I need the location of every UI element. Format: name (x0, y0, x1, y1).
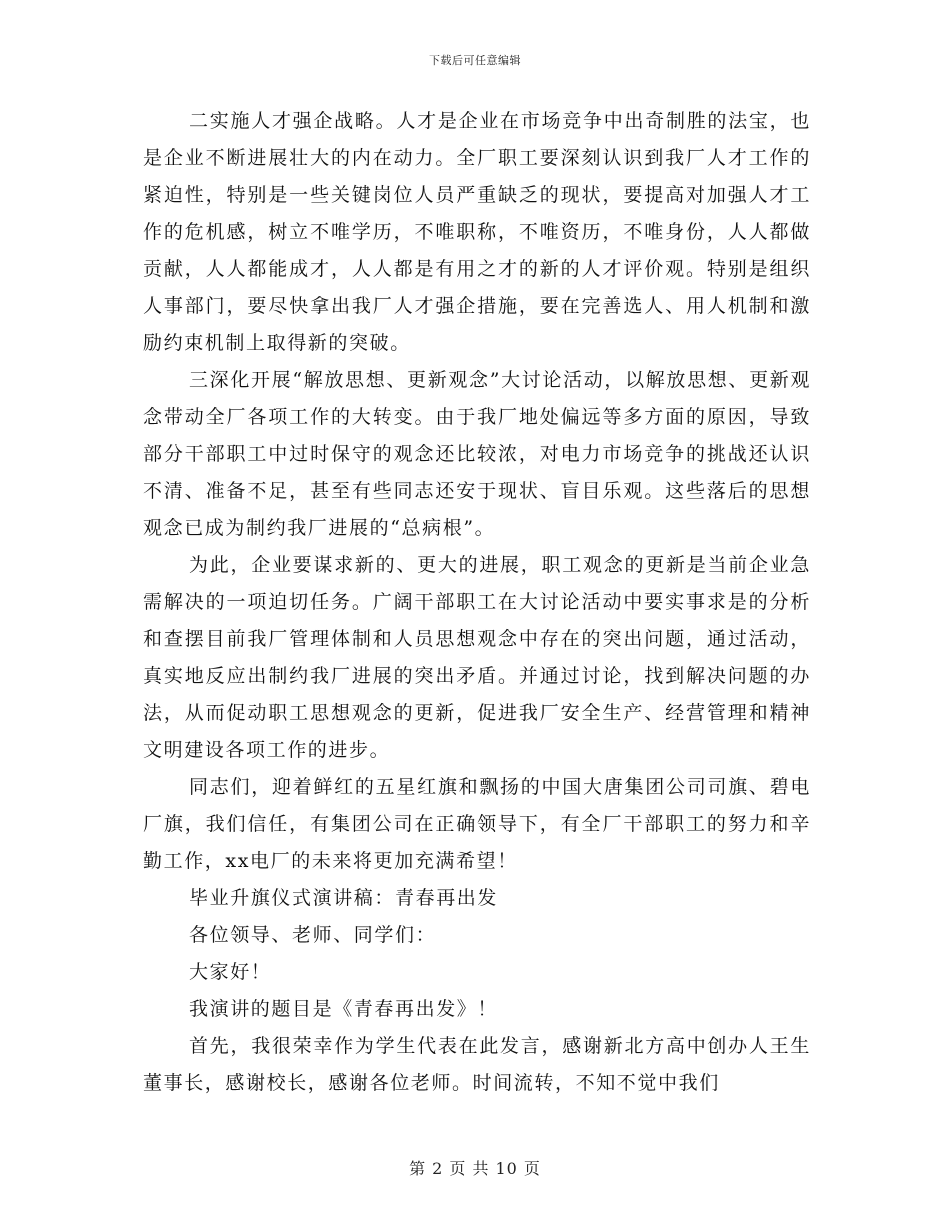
paragraph-speech-opening: 首先，我很荣幸作为学生代表在此发言，感谢新北方高中创办人王生董事长，感谢校长，感谢各位老师。时间流转，不知不觉中我们 (143, 1035, 811, 1094)
page-footer (0, 1156, 950, 1179)
paragraph-comrades-closing: 同志们，迎着鲜红的五星红旗和飘扬的中国大唐集团公司司旗、碧电厂旗，我们信任，有集团公司在正确领导下，有全厂干部职工的努力和辛勤工作，xx电厂的未来将更加充满希望！ (143, 776, 811, 872)
footer-total-pages: 10 (495, 1159, 518, 1178)
speech-salutation: 各位领导、老师、同学们： (189, 924, 437, 946)
speech-topic: 我演讲的题目是《青春再出发》！ (189, 998, 499, 1020)
paragraph-talent-strategy: 二实施人才强企战略。人才是企业在市场竞争中出奇制胜的法宝，也是企业不断进展壮大的内在动力。全厂职工要深刻认识到我厂人才工作的紧迫性，特别是一些关键岗位人员严重缺乏的现状，要提高对加强人才工作的危机感，树立不唯学历，不唯职称，不唯资历，不唯身份，人人都做贡献，人人都能成才，人人都是有用之才的新的人才评价观。特别是组织人事部门，要尽快拿出我厂人才强企措施，要在完善选人、用人机制和激励约束机制上取得新的突破。 (143, 110, 811, 354)
page-header: 下载后可任意编辑 (429, 54, 521, 67)
speech-title: 毕业升旗仪式演讲稿：青春再出发 (189, 887, 499, 909)
footer-label-post: 页 (523, 1159, 541, 1178)
speech-greeting: 大家好！ (189, 961, 272, 983)
footer-label-mid: 页 共 (449, 1159, 490, 1178)
document-body (143, 103, 811, 1102)
footer-current-page: 2 (432, 1159, 444, 1178)
footer-label-pre: 第 (409, 1159, 427, 1178)
paragraph-enterprise-development: 为此，企业要谋求新的、更大的进展，职工观念的更新是当前企业急需解决的一项迫切任务。广阔干部职工在大讨论活动中要实事求是的分析和查摆目前我厂管理体制和人员思想观念中存在的突出问题，通过活动，真实地反应出制约我厂进展的突出矛盾。并通过讨论，找到解决问题的办法，从而促动职工思想观念的更新，促进我厂安全生产、经营管理和精神文明建设各项工作的进步。 (143, 554, 811, 761)
paragraph-discussion-activity: 三深化开展“解放思想、更新观念”大讨论活动，以解放思想、更新观念带动全厂各项工作的大转变。由于我厂地处偏远等多方面的原因，导致部分干部职工中过时保守的观念还比较浓，对电力市场竞争的挑战还认识不清、准备不足，甚至有些同志还安于现状、盲目乐观。这些落后的思想观念已成为制约我厂进展的“总病根”。 (143, 369, 811, 539)
